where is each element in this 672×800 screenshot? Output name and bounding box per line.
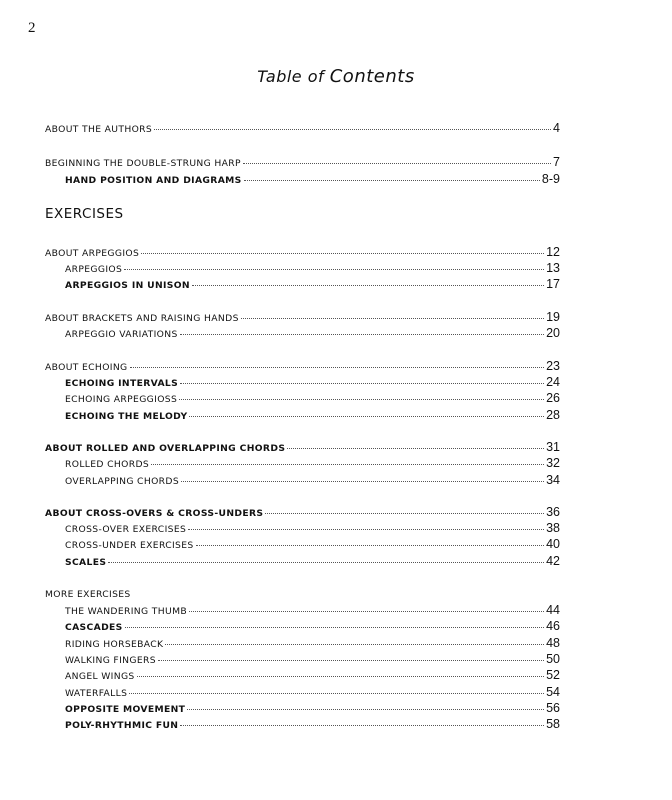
dot-leader [129, 692, 544, 694]
toc-entry-page: 36 [546, 505, 560, 519]
toc-entry-label: POLY-RHYTHMIC FUN [65, 720, 179, 731]
toc-entry-page: 26 [546, 391, 560, 405]
dot-leader [158, 659, 544, 661]
dot-leader [130, 366, 545, 368]
toc-entry [65, 537, 560, 551]
toc-entry-label: ABOUT ARPEGGIOS [45, 248, 140, 259]
toc-entry [65, 603, 560, 617]
toc-entry [65, 326, 560, 340]
toc-entry-label: ROLLED CHORDS [65, 459, 150, 470]
dot-leader [287, 447, 544, 449]
dot-leader [196, 544, 545, 546]
toc-entry-label: ARPEGGIO VARIATIONS [65, 329, 178, 340]
toc-entry-label: ECHOING THE MELODY [65, 411, 188, 422]
toc-entry-label: ANGEL WINGS [65, 671, 135, 682]
toc-entry [45, 359, 560, 373]
toc-entry [45, 310, 560, 324]
toc-entry [45, 505, 560, 519]
toc-entry [45, 155, 560, 169]
toc-entry-page: 44 [546, 603, 560, 617]
dot-leader [108, 561, 544, 563]
toc-entry-label: THE WANDERING THUMB [65, 606, 187, 617]
toc-entry-page: 7 [553, 155, 560, 169]
dot-leader [181, 480, 544, 482]
toc-entry-page: 54 [546, 685, 560, 699]
toc-entry-label: CROSS-UNDER EXERCISES [65, 540, 194, 551]
toc-entry-page: 31 [546, 440, 560, 454]
toc-entry-page: 48 [546, 636, 560, 650]
toc-entry-label: ECHOING ARPEGGIOSS [65, 394, 178, 405]
toc-entry [65, 172, 560, 186]
toc-entry-page: 52 [546, 668, 560, 682]
toc-entry [65, 701, 560, 715]
page-title [0, 66, 672, 87]
toc-entry [65, 473, 560, 487]
toc-entry [45, 121, 560, 135]
dot-leader [188, 528, 544, 530]
toc-entry-page: 42 [546, 554, 560, 568]
toc-entry [45, 245, 560, 259]
title-contents: Contents [329, 66, 415, 87]
toc-entry-label: WATERFALLS [65, 688, 128, 699]
dot-leader [189, 415, 544, 417]
toc-entry-page: 28 [546, 408, 560, 422]
toc-entry-label: WALKING FINGERS [65, 655, 156, 666]
toc-entry-page: 34 [546, 473, 560, 487]
toc-entry [65, 685, 560, 699]
dot-leader [241, 317, 544, 319]
page-number: 2 [28, 20, 36, 36]
dot-leader [151, 463, 544, 465]
toc-entry-label: ABOUT BRACKETS AND RAISING HANDS [45, 313, 239, 324]
toc-entry-label: CASCADES [65, 622, 123, 633]
toc-entry-page: 12 [546, 245, 560, 259]
toc-entry-page: 24 [546, 375, 560, 389]
dot-leader [124, 268, 544, 270]
toc-entry [65, 521, 560, 535]
dot-leader [125, 626, 544, 628]
dot-leader [265, 512, 544, 514]
toc-entry [65, 619, 560, 633]
toc-entry-label: OVERLAPPING CHORDS [65, 476, 180, 487]
toc-entry-page: 13 [546, 261, 560, 275]
dot-leader [180, 724, 544, 726]
dot-leader [180, 382, 544, 384]
toc-entry-page: 46 [546, 619, 560, 633]
dot-leader [187, 708, 544, 710]
toc-entry [65, 391, 560, 405]
dot-leader [141, 252, 544, 254]
toc-entry-page: 38 [546, 521, 560, 535]
toc-entry-page: 19 [546, 310, 560, 324]
toc-entry [65, 408, 560, 422]
toc-entry-label: ABOUT ECHOING [45, 362, 128, 373]
dot-leader [165, 643, 544, 645]
toc-entry-page: 40 [546, 537, 560, 551]
dot-leader [179, 398, 544, 400]
dot-leader [154, 128, 551, 130]
toc-entry [65, 456, 560, 470]
toc-entry-label: HAND POSITION AND DIAGRAMS [65, 175, 242, 186]
toc-entry-label: CROSS-OVER EXERCISES [65, 524, 187, 535]
toc-entry [65, 652, 560, 666]
toc-entry-label: BEGINNING THE DOUBLE-STRUNG HARP [45, 158, 241, 169]
toc-entry-page: 17 [546, 277, 560, 291]
dot-leader [243, 162, 551, 164]
title-prefix: Table of [257, 67, 330, 86]
toc-entry-page: 20 [546, 326, 560, 340]
toc-entry-label: ABOUT ROLLED AND OVERLAPPING CHORDS [45, 443, 286, 454]
toc-entry-page: 8-9 [541, 172, 560, 186]
toc-entry-page: 50 [546, 652, 560, 666]
toc-entry-page: 32 [546, 456, 560, 470]
toc-entry [65, 375, 560, 389]
dot-leader [192, 284, 544, 286]
toc-entry [65, 277, 560, 291]
dot-leader [244, 179, 540, 181]
toc-entry [65, 717, 560, 731]
toc-entry-label: OPPOSITE MOVEMENT [65, 704, 186, 715]
section-heading-more-exercises: MORE EXERCISES [45, 589, 131, 600]
toc-entry-label: RIDING HORSEBACK [65, 639, 164, 650]
toc-entry-page: 56 [546, 701, 560, 715]
toc-entry-label: ABOUT CROSS-OVERS & CROSS-UNDERS [45, 508, 264, 519]
toc-entry-page: 58 [546, 717, 560, 731]
toc-entry-label: SCALES [65, 557, 107, 568]
toc-entry [65, 261, 560, 275]
dot-leader [189, 610, 544, 612]
toc-entry-label: ARPEGGIOS IN UNISON [65, 280, 190, 291]
dot-leader [137, 675, 545, 677]
toc-entry-page: 23 [546, 359, 560, 373]
toc-entry-label: ARPEGGIOS [65, 264, 123, 275]
section-heading-exercises: EXERCISES [45, 206, 124, 222]
toc-entry-label: ECHOING INTERVALS [65, 378, 179, 389]
toc-entry [45, 440, 560, 454]
toc-entry [65, 554, 560, 568]
toc-entry [65, 668, 560, 682]
dot-leader [180, 333, 544, 335]
toc-entry-label: ABOUT THE AUTHORS [45, 124, 153, 135]
toc-entry [65, 636, 560, 650]
toc-entry-page: 4 [553, 121, 560, 135]
